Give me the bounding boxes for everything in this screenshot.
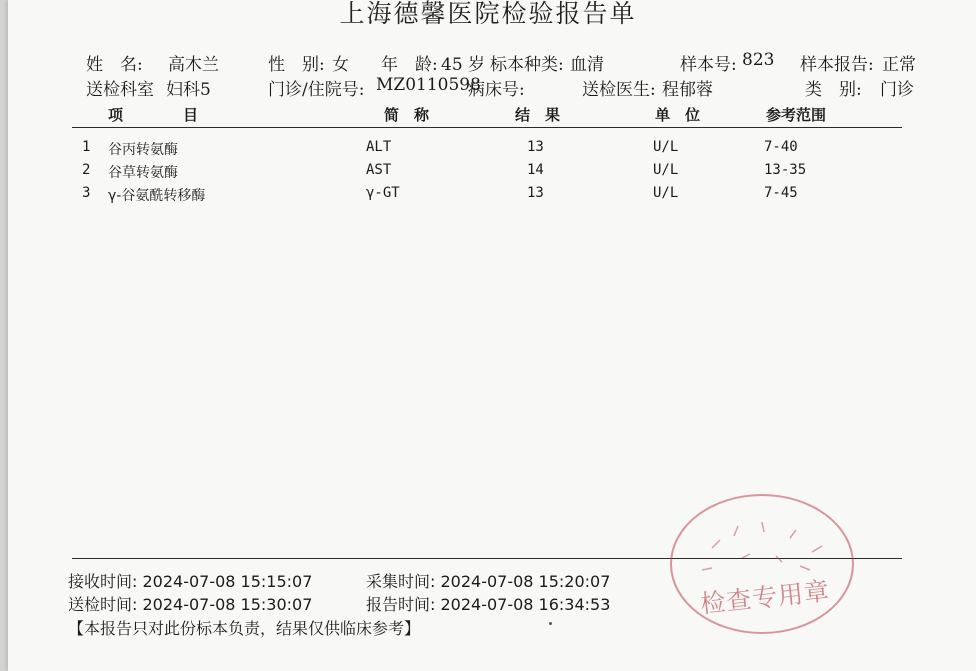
speck-mark (549, 622, 552, 625)
collected-time: 采集时间: 2024-07-08 15:20:07 (366, 572, 611, 591)
disclaimer: 【本报告只对此份标本负责，结果仅供临床参考】 (68, 619, 421, 638)
row-item: γ-谷氨酰转移酶 (108, 188, 206, 204)
patient-info-row-2 (0, 75, 976, 99)
patient-name: 高木兰 (168, 55, 219, 75)
row-item: 谷丙转氨酶 (108, 142, 178, 158)
row-unit: U/L (653, 162, 679, 178)
patient-age: 45 岁 (441, 55, 486, 75)
specimen-type-label: 标本种类: (490, 55, 564, 75)
doctor: 程郁蓉 (662, 80, 713, 100)
row-result: 13 (527, 139, 544, 155)
table-header (0, 104, 976, 128)
row-range: 7-40 (764, 139, 798, 155)
outpatient-no-label: 门诊/住院号: (268, 80, 365, 100)
row-abbr: AST (366, 162, 392, 178)
patient-info-row-1 (0, 50, 976, 74)
outpatient-no: MZ0110598 (376, 75, 481, 95)
header-item: 项 目 (108, 106, 199, 124)
doctor-label: 送检医生: (582, 80, 656, 100)
row-item: 谷草转氨酶 (108, 165, 178, 181)
bed-no-label: 病床号: (468, 80, 525, 100)
dept: 妇科5 (166, 80, 211, 100)
row-abbr: γ-GT (366, 185, 400, 201)
row-abbr: ALT (366, 139, 392, 155)
sample-no-label: 样本号: (680, 55, 737, 75)
header-abbr: 简 称 (384, 106, 430, 124)
dept-label: 送检科室 (86, 80, 154, 100)
specimen-type: 血清 (570, 55, 604, 75)
row-no: 3 (82, 185, 91, 201)
header-result: 结 果 (515, 106, 561, 124)
row-no: 2 (82, 162, 91, 178)
header-range: 参考范围 (766, 106, 827, 124)
inspection-stamp (670, 494, 854, 634)
sample-no: 823 (742, 50, 775, 70)
row-result: 13 (527, 185, 544, 201)
age-label: 年 龄: (381, 55, 438, 75)
received-time: 接收时间: 2024-07-08 15:15:07 (68, 572, 313, 591)
row-range: 7-45 (764, 185, 798, 201)
row-unit: U/L (653, 185, 679, 201)
patient-sex: 女 (332, 55, 349, 75)
sample-report-label: 样本报告: (800, 55, 874, 75)
row-result: 14 (527, 162, 544, 178)
reported-time: 报告时间: 2024-07-08 16:34:53 (366, 595, 611, 614)
row-range: 13-35 (764, 162, 807, 178)
sent-time: 送检时间: 2024-07-08 15:30:07 (68, 595, 313, 614)
header-unit: 单 位 (655, 106, 701, 124)
row-unit: U/L (653, 139, 679, 155)
name-label: 姓 名: (86, 55, 143, 75)
category: 门诊 (880, 80, 914, 100)
report-title: 上海德馨医院检验报告单 (339, 0, 637, 28)
category-label: 类 别: (805, 80, 862, 100)
sex-label: 性 别: (268, 55, 325, 75)
sample-report: 正常 (882, 55, 916, 75)
row-no: 1 (82, 139, 91, 155)
header-divider (72, 127, 902, 128)
stamp-text: 检查专用章 (698, 576, 832, 619)
